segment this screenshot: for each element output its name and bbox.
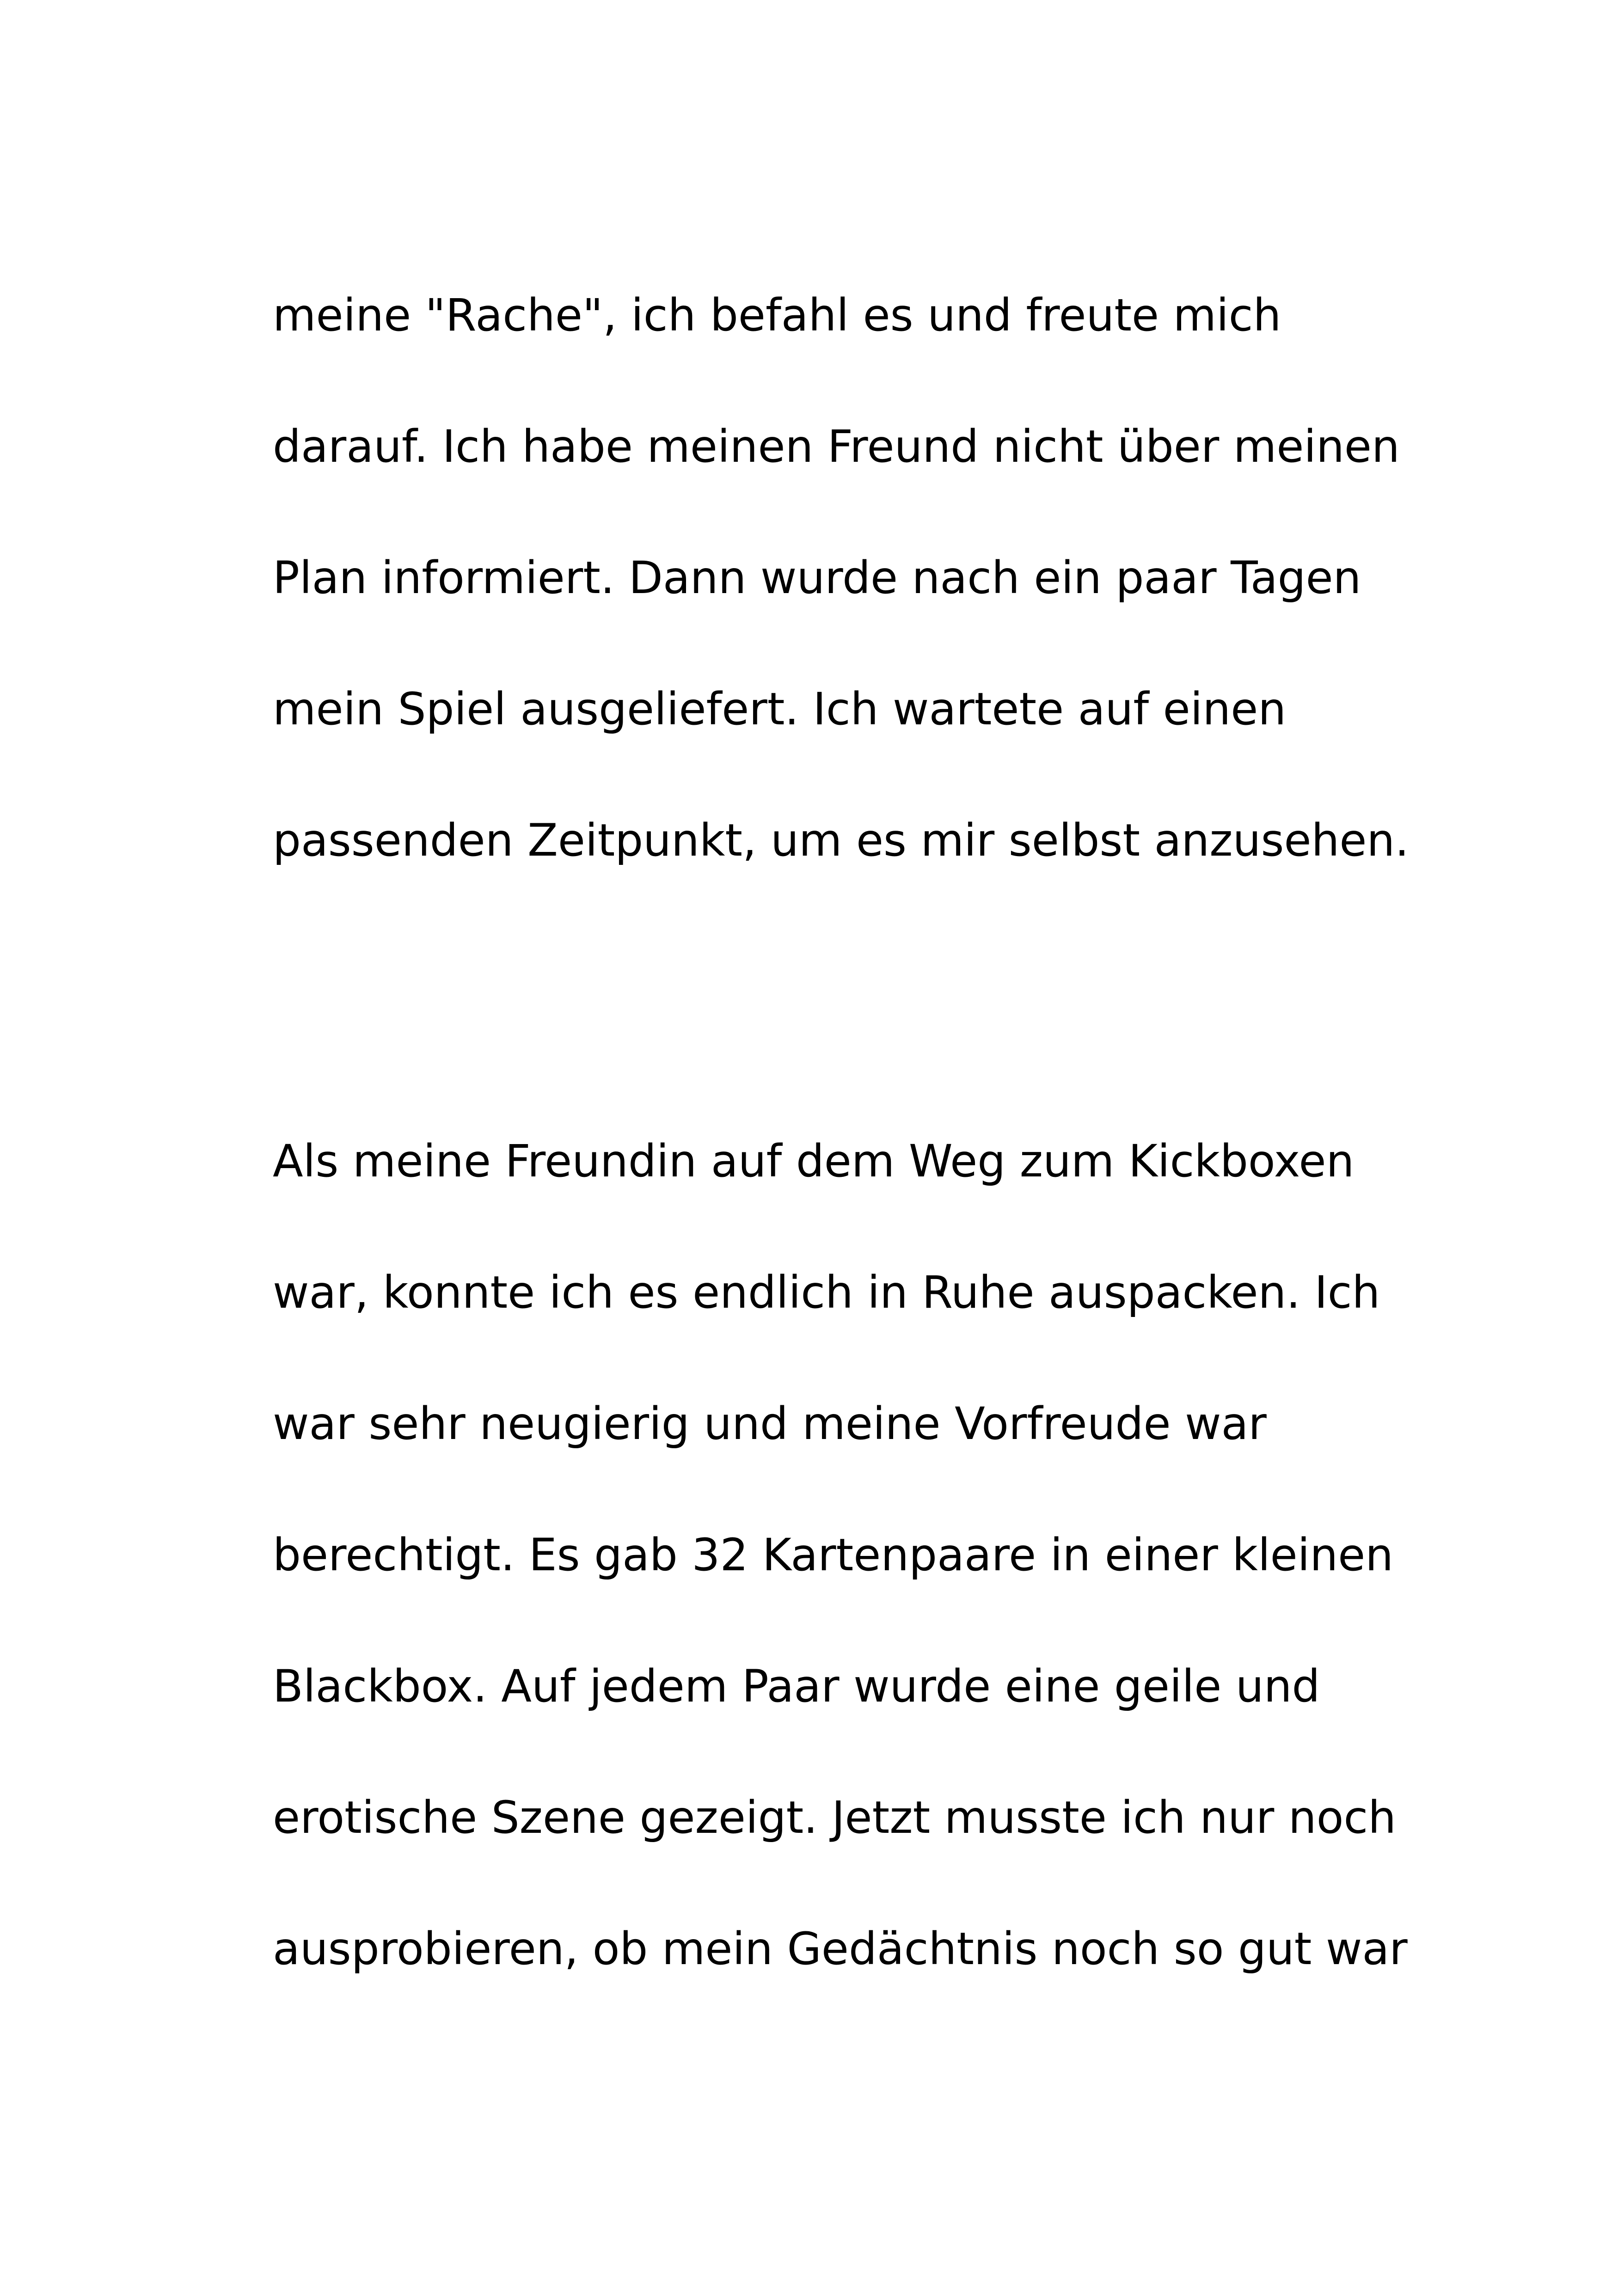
text-line: Blackbox. Auf jedem Paar wurde eine geile und	[273, 1660, 1320, 1712]
text-line: Plan informiert. Dann wurde nach ein paar Tagen	[273, 552, 1361, 604]
text-line: ausprobieren, ob mein Gedächtnis noch so gut war	[273, 1923, 1408, 1975]
text-line: mein Spiel ausgeliefert. Ich wartete auf einen	[273, 683, 1287, 735]
paragraph-1	[273, 250, 1409, 906]
text-line: Als meine Freundin auf dem Weg zum Kickboxen	[273, 1135, 1354, 1187]
text-line: war sehr neugierig und meine Vorfreude war	[273, 1398, 1267, 1450]
text-line: meine "Rache", ich befahl es und freute mich	[273, 289, 1281, 341]
paragraph-2	[273, 1096, 1408, 2014]
text-line: berechtigt. Es gab 32 Kartenpaare in einer kleinen	[273, 1529, 1394, 1581]
text-line: erotische Szene gezeigt. Jetzt musste ich nur noch	[273, 1792, 1397, 1843]
text-line: passenden Zeitpunkt, um es mir selbst anzusehen.	[273, 814, 1409, 866]
text-line: war, konnte ich es endlich in Ruhe auspacken. Ich	[273, 1267, 1380, 1318]
text-line: darauf. Ich habe meinen Freund nicht über meinen	[273, 421, 1400, 472]
